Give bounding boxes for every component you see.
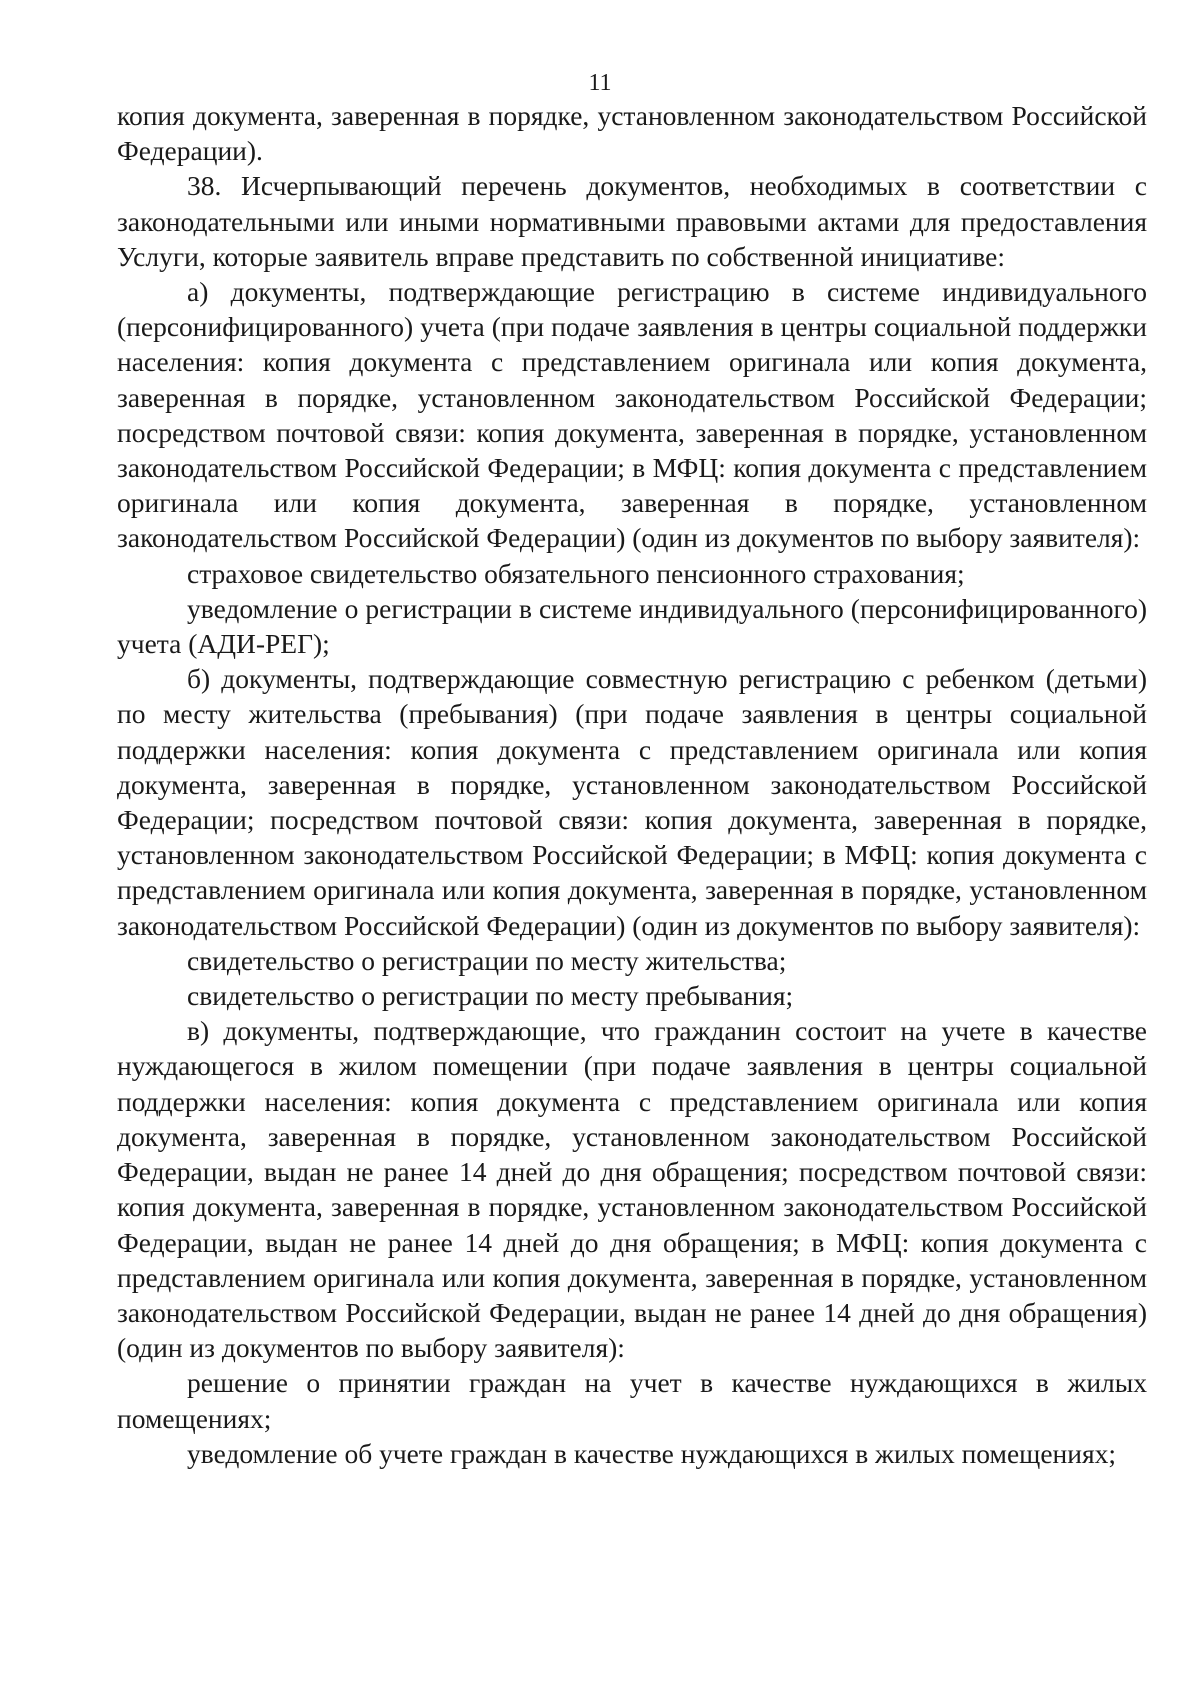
- paragraph-subitem-b: б) документы, подтверждающие совместную регистрацию с ребенком (детьми) по месту жительства (пребывания) (при подаче заявления в центры социальной поддержки населения: копия документа с представлением оригинала или копия документа, заверенная в порядке, установленном законодательством Российской Федерации; посредством почтовой связи: копия документа, заверенная в порядке, установленном законодательством Российской Федерации; в МФЦ: копия документа с представлением оригинала или копия документа, заверенная в порядке, установленном законодательством Российской Федерации) (один из документов по выбору заявителя):: [117, 663, 1147, 941]
- page-number: 11: [588, 70, 612, 96]
- list-item-housing-notice: уведомление об учете граждан в качестве нуждающихся в жилых помещениях;: [187, 1437, 1116, 1469]
- list-item-adi-reg-notice: уведомление о регистрации в системе индивидуального (персонифицированного) учета (АДИ-РЕГ);: [117, 592, 1147, 660]
- paragraph-continuation: копия документа, заверенная в порядке, установленном законодательством Российской Федерации).: [117, 100, 1147, 167]
- paragraph-subitem-a: а) документы, подтверждающие регистрацию в системе индивидуального (персонифицированного) учета (при подаче заявления в центры социальной поддержки населения: копия документа с представлением оригинала или копия документа, заверенная в порядке, установленном законодательством Российской Федерации; посредством почтовой связи: копия документа, заверенная в порядке, установленном законодательством Российской Федерации; в МФЦ: копия документа с представлением оригинала или копия документа, заверенная в порядке, установленном законодательством Российской Федерации) (один из документов по выбору заявителя):: [117, 276, 1147, 554]
- list-item-residence-registration: свидетельство о регистрации по месту жительства;: [187, 944, 787, 976]
- document-body: [117, 98, 1147, 1471]
- paragraph-subitem-v: в) документы, подтверждающие, что гражданин состоит на учете в качестве нуждающегося в жилом помещении (при подаче заявления в центры социальной поддержки населения: копия документа с представлением оригинала или копия документа, заверенная в порядке, установленном законодательством Российской Федерации, выдан не ранее 14 дней до дня обращения; посредством почтовой связи: копия документа, заверенная в порядке, установленном законодательством Российской Федерации, выдан не ранее 14 дней до дня обращения; в МФЦ: копия документа с представлением оригинала или копия документа, заверенная в порядке, установленном законодательством Российской Федерации, выдан не ранее 14 дней до дня обращения) (один из документов по выбору заявителя):: [117, 1015, 1147, 1364]
- list-item-stay-registration: свидетельство о регистрации по месту пребывания;: [187, 980, 794, 1012]
- list-item-insurance-certificate: страховое свидетельство обязательного пенсионного страхования;: [187, 557, 965, 589]
- paragraph-item-38: 38. Исчерпывающий перечень документов, необходимых в соответствии с законодательными или иными нормативными правовыми актами для предоставления Услуги, которые заявитель вправе представить по собственной инициативе:: [117, 170, 1147, 272]
- list-item-housing-decision: решение о принятии граждан на учет в качестве нуждающихся в жилых помещениях;: [117, 1367, 1147, 1434]
